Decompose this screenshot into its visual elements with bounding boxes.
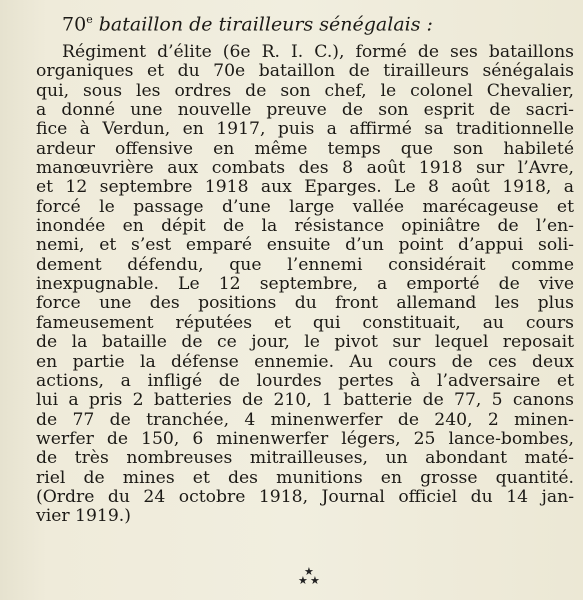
citation-line: force une des positions du front allemand les plus [36,293,574,314]
star-icon: ★ [304,565,314,578]
citation-line: inexpugnable. Le 12 septembre, a emporté de vive [36,274,574,295]
citation-line: forcé le passage d’une large vallée marécageuse et [36,196,574,217]
star-icon: ★ [310,574,320,587]
heading-number: 70 [62,13,87,36]
asterism-icon [295,566,325,588]
citation-line: a donné une nouvelle preuve de son esprit de sacri- [36,100,574,121]
citation-line: fice à Verdun, en 1917, puis a affirmé sa traditionnelle [36,119,574,140]
citation-line: riel de mines et des munitions en grosse quantité. [36,467,574,488]
citation-line: ardeur offensive en même temps que son habileté [36,138,574,159]
citation-line: qui, sous les ordres de son chef, le colonel Chevalier, [36,80,574,101]
citation-line: inondée en dépit de la résistance opiniâtre de l’en- [36,216,574,237]
star-icon: ★ [298,574,308,587]
citation-line: Régiment d’élite (6e R. I. C.), formé de ses bataillons [62,42,574,62]
citation-line: de 77 de tranchée, 4 minenwerfer de 240, 2 minen- [36,409,574,430]
section-heading [62,8,433,36]
citation-line: dement défendu, que l’ennemi considérait comme [36,254,574,275]
citation-line: de très nombreuses mitrailleuses, un abondant maté- [36,448,574,469]
citation-line: en partie la défense ennemie. Au cours de ces deux [36,351,574,372]
citation-line: manœuvrière aux combats des 8 août 1918 sur l’Avre, [36,158,574,179]
citation-line: (Ordre du 24 octobre 1918, Journal officiel du 14 jan- [36,486,574,507]
heading-superscript: e [86,13,93,26]
citation-paragraph [36,43,574,527]
citation-line: de la bataille de ce jour, le pivot sur lequel reposait [36,332,574,353]
citation-line: organiques et du 70e bataillon de tirailleurs sénégalais [36,61,574,82]
citation-line: vier 1919.) [36,506,131,527]
citation-line: fameusement réputées et qui constituait, au cours [36,312,574,333]
heading-title: bataillon de tirailleurs sénégalais : [92,13,433,36]
citation-line: actions, a infligé de lourdes pertes à l’adversaire et [36,370,574,391]
citation-line: lui a pris 2 batteries de 210, 1 batterie de 77, 5 canons [36,390,574,411]
citation-line: werfer de 150, 6 minenwerfer légers, 25 lance-bombes, [36,428,574,449]
citation-line: et 12 septembre 1918 aux Eparges. Le 8 août 1918, a [36,177,574,198]
citation-line: nemi, et s’est emparé ensuite d’un point d’appui soli- [36,235,574,256]
